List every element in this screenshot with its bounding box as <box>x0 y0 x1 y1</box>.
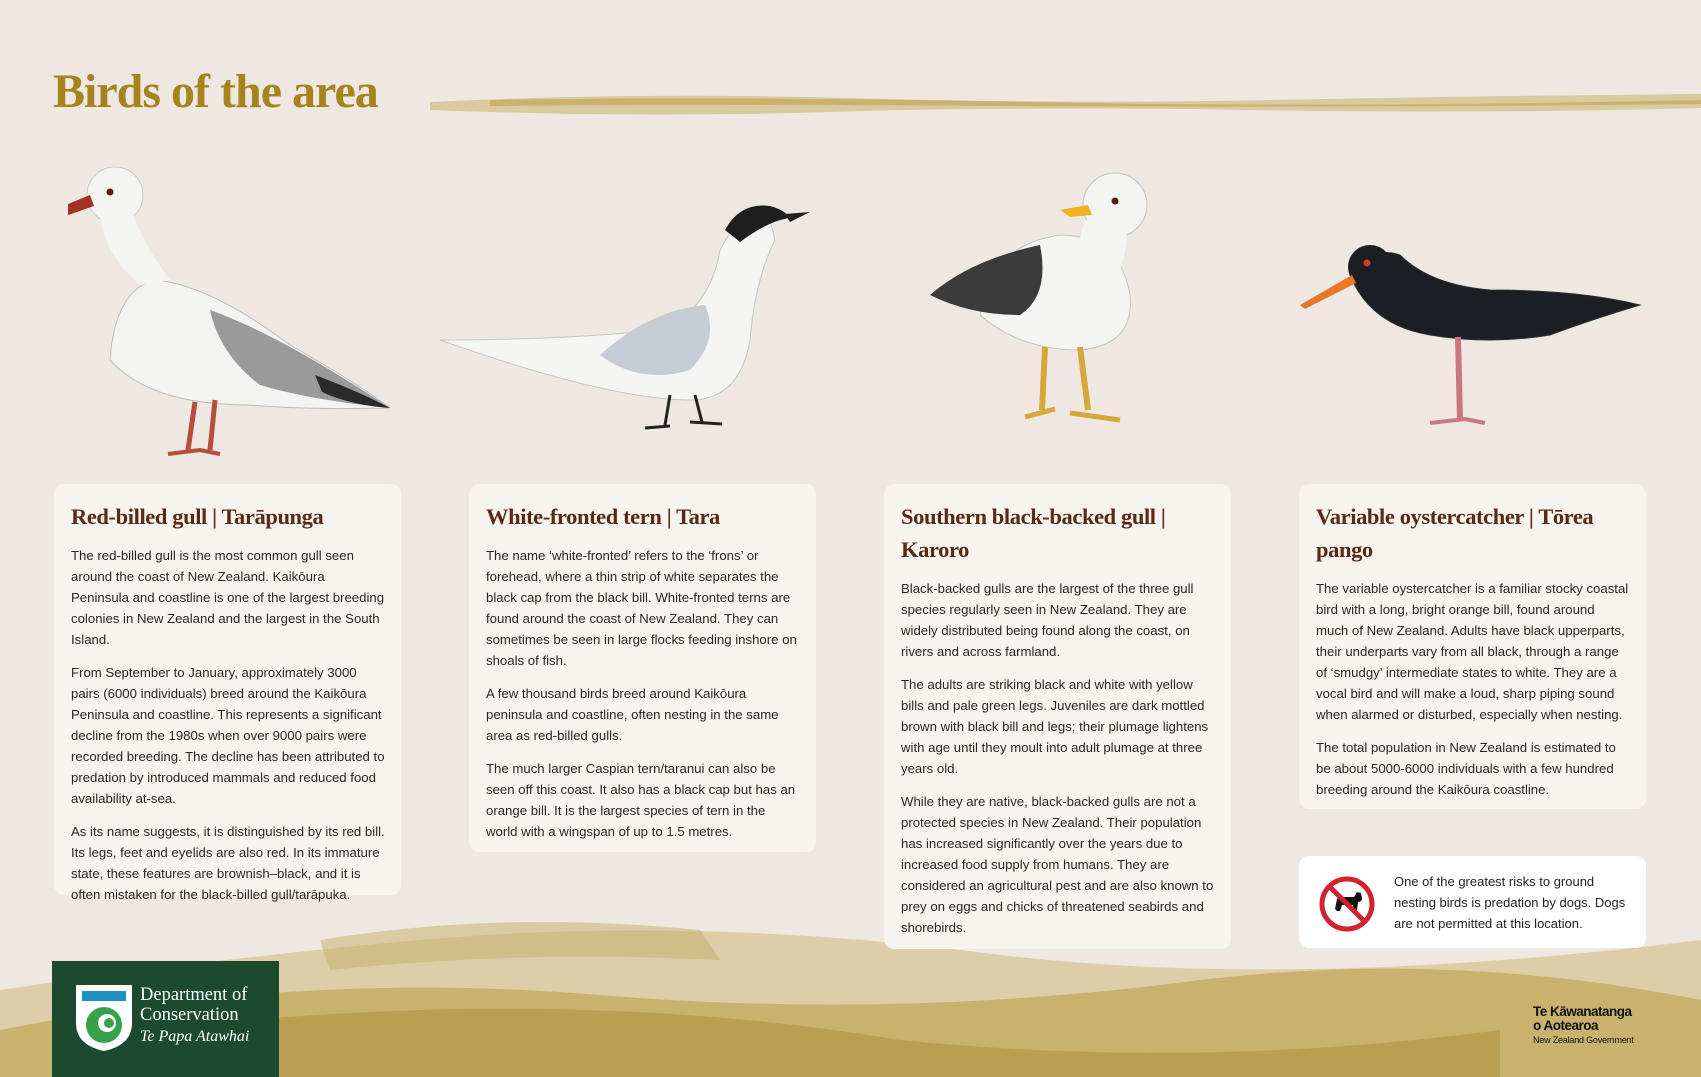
card-heading: Variable oystercatcher | Tōrea pango <box>1316 504 1594 562</box>
no-dogs-icon <box>1318 875 1376 933</box>
variable-oystercatcher-illustration <box>1290 235 1650 465</box>
card-paragraph: The variable oystercatcher is a familiar stocky coastal bird with a long, bright orange bill, found around much of New Zealand. Adults have black upperparts, their underparts vary from all black, through a range of ‘smudgy’ intermediate states to white. They are a vocal bird and will make a loud, sharp piping sound when alarmed or disturbed, especially when nesting. <box>1316 581 1629 722</box>
card-paragraph: While they are native, black-backed gulls are not a protected species in New Zealand. Their population has increased significantly over the years due to increased food supply from humans. They are considered an agricultural pest and are also known to prey on eggs and chicks of threatened seabirds and shorebirds. <box>901 794 1214 935</box>
card-paragraph: Black-backed gulls are the largest of the three gull species regularly seen in New Zealand. They are widely distributed being found along the coast, on rivers and across farmland. <box>901 581 1194 659</box>
dog-warning-notice <box>1299 856 1646 948</box>
card-paragraph: The adults are striking black and white with yellow bills and pale green legs. Juveniles are dark mottled brown with black bill and legs; their plumage lightens with age until they moult into adult plumage at three years old. <box>901 677 1209 776</box>
card-white-fronted-tern <box>469 484 816 852</box>
card-southern-black-backed-gull <box>884 484 1231 949</box>
card-paragraph: The total population in New Zealand is estimated to be about 5000-6000 individuals with a few hundred breeding around the Kaikōura coastline. <box>1316 740 1616 797</box>
doc-name-line1: Department of <box>140 985 248 1005</box>
doc-name-line2: Conservation <box>140 1005 239 1025</box>
card-variable-oystercatcher <box>1299 484 1646 809</box>
govt-logo-line2: o Aotearoa <box>1533 1018 1599 1033</box>
white-fronted-tern-illustration <box>440 190 820 470</box>
page-title: Birds of the area <box>53 65 378 118</box>
card-heading: Southern black-backed gull | Karoro <box>901 504 1166 562</box>
nz-government-logo <box>1533 1005 1653 1045</box>
card-paragraph: From September to January, approximately 3000 pairs (6000 individuals) breed around the Kaikōura Peninsula and coastline. This represents a significant decline from the 1980s when over 9000 pairs were recorded breeding. The decline has been attributed to predation by introduced mammals and reduced food availability at-sea. <box>71 665 385 806</box>
card-paragraph: The much larger Caspian tern/taranui can also be seen off this coast. It also has a black cap but has an orange bill. It is the largest species of tern in the world with a wingspan of up to 1.5 metres. <box>486 761 796 839</box>
govt-logo-line1: Te Kāwanatanga <box>1533 1004 1632 1019</box>
card-heading: Red-billed gull | Tarāpunga <box>71 504 324 529</box>
card-red-billed-gull <box>54 484 401 902</box>
dog-warning-text: One of the greatest risks to ground nesting birds is predation by dogs. Dogs are not permitted at this location. <box>1394 874 1626 931</box>
card-paragraph: As its name suggests, it is distinguished by its red bill. Its legs, feet and eyelids are also red. In its immature state, these features are brownish–black, and it is often mistaken for the black-billed gull/tarāpuka. <box>71 824 385 902</box>
card-heading: White-fronted tern | Tara <box>486 504 720 529</box>
card-paragraph: The name ‘white-fronted’ refers to the ‘frons’ or forehead, where a thin strip of white separates the black cap from the black bill. White-fronted terns are found around the coast of New Zealand. They can sometimes be seen in large flocks feeding inshore on shoals of fish. <box>486 548 797 668</box>
brush-stroke-top <box>430 88 1701 120</box>
govt-logo-line3: New Zealand Government <box>1533 1035 1634 1045</box>
card-paragraph: A few thousand birds breed around Kaikōura peninsula and coastline, often nesting in the same area as red-billed gulls. <box>486 686 779 743</box>
card-paragraph: The red-billed gull is the most common gull seen around the coast of New Zealand. Kaikōura Peninsula and coastline is one of the largest breeding colonies in New Zealand and the largest in the South Island. <box>71 548 385 647</box>
doc-maori-name: Te Papa Atawhai <box>140 1028 250 1045</box>
doc-emblem-icon <box>74 983 134 1053</box>
southern-black-backed-gull-illustration <box>920 165 1180 470</box>
doc-logo <box>52 961 279 1077</box>
red-billed-gull-illustration <box>60 160 400 470</box>
